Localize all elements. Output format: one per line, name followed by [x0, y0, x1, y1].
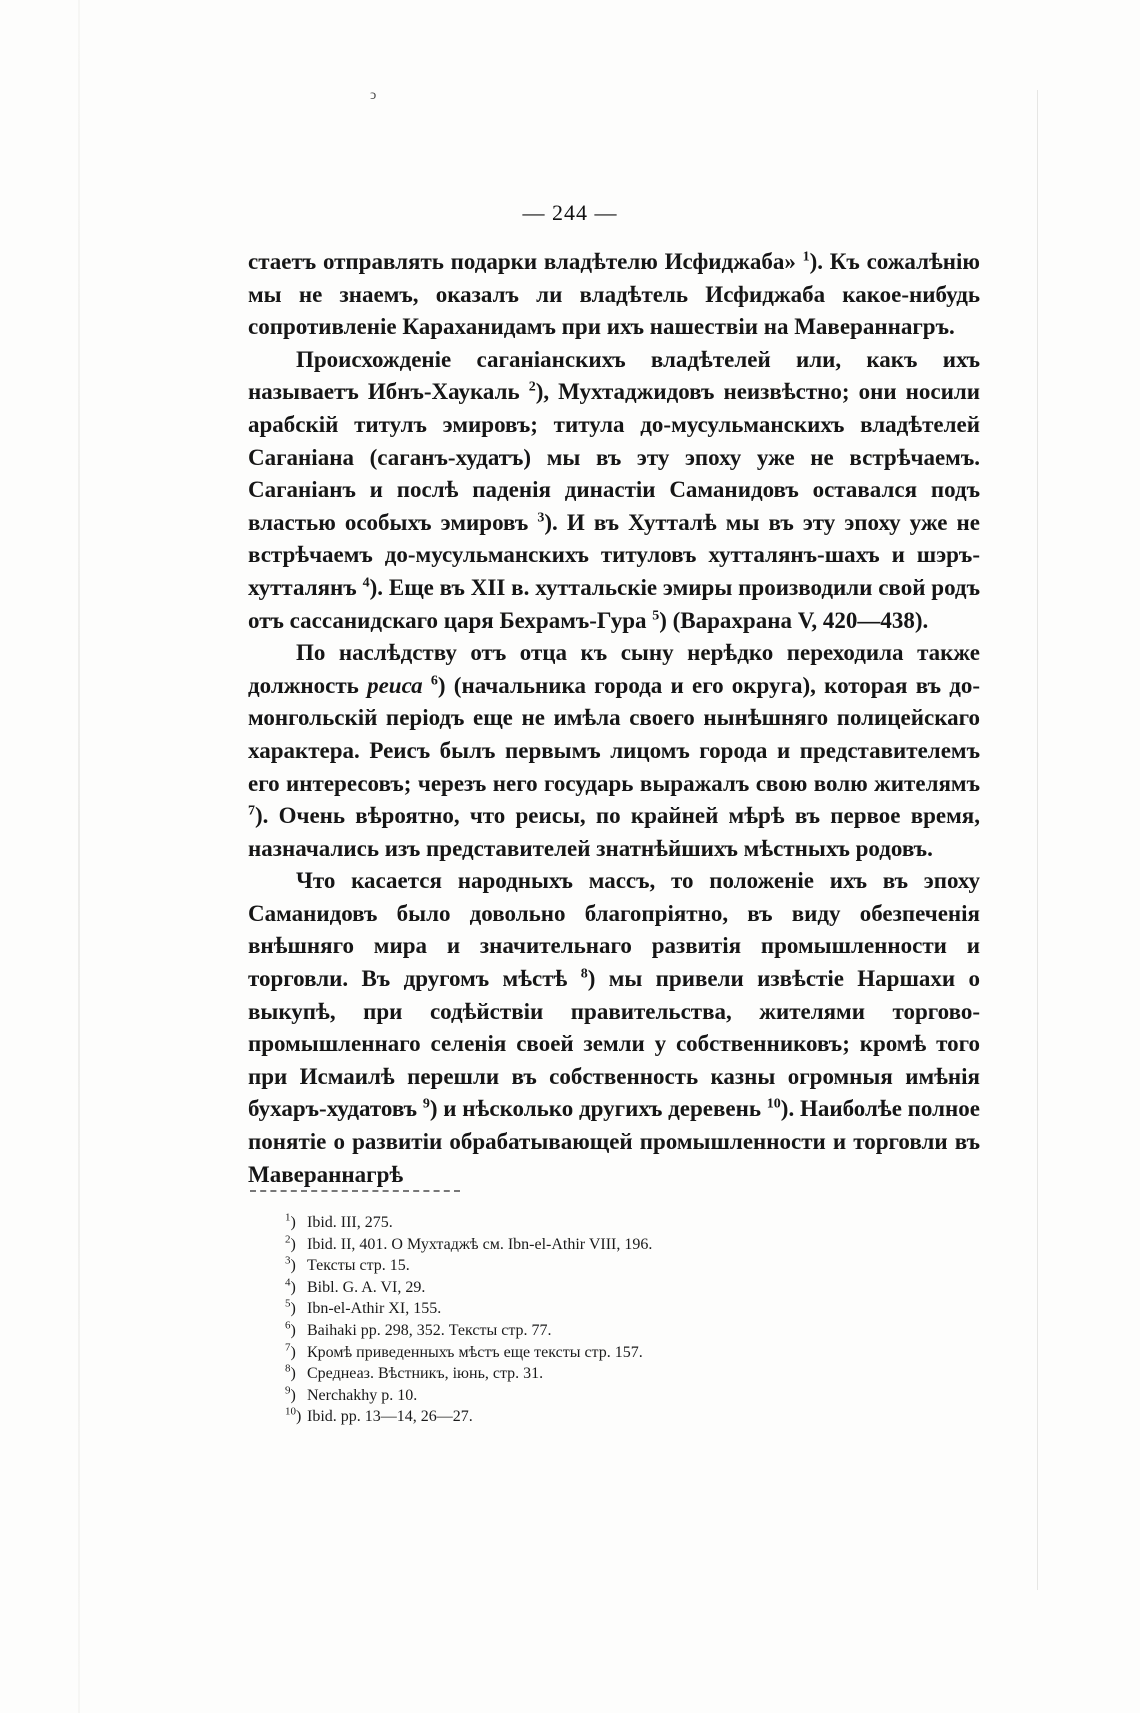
text-run: По наслѣдству отъ отца къ сыну нерѣдко переходила также должность — [248, 640, 980, 698]
scan-edge-right — [1037, 90, 1038, 1590]
text-run: ). Къ сожалѣнію мы не знаемъ, оказалъ ли владѣтель Исфиджаба какое-нибудь сопротивленіе Караханидамъ при ихъ нашествіи на Мавераннагръ. — [248, 249, 981, 340]
footnote-text: Nerchakhy p. 10. — [307, 1386, 418, 1404]
footnote-number: $^3$) — [285, 1254, 296, 1275]
footnote-ref: 2 — [528, 379, 536, 395]
text-run: Происхожденіе саганіанскихъ владѣтелей или, какъ ихъ называетъ Ибнъ-Хаукаль — [248, 346, 980, 405]
footnote-text: Baihaki pp. 298, 352. Тексты стр. 77. — [307, 1321, 552, 1339]
text-run: ) мы привели извѣстіе Наршахи о выкупѣ, при содѣйствіи правительства, жителями торгово-промышленнаго селенія своей земли у собственниковъ; кромѣ того при Исмаилѣ перешли въ собственность казны огромныя имѣнія бухаръ-худатовъ — [248, 966, 980, 1122]
text-run: Что касается народныхъ массъ, то положеніе ихъ въ эпоху Саманидовъ было довольно благопріятно, въ виду обезпеченія внѣшняго мира и значительнаго развитія промышленности и торговли. Въ другомъ мѣстѣ — [248, 868, 980, 992]
paragraph — [248, 246, 980, 344]
footnote-number: $^{10}$) — [285, 1406, 302, 1426]
text-run: ) (начальника города и его округа), которая въ до-монгольскій періодъ еще не имѣла своего нынѣшняго полицейскаго характера. Реисъ былъ первымъ лицомъ города и представителемъ его интересовъ; черезъ него государь выражалъ свою волю жителямъ — [248, 672, 980, 796]
paragraph — [248, 344, 980, 637]
footnote-number: $^4$) — [285, 1276, 296, 1296]
footnote-text: Ibid. III, 275. — [307, 1214, 393, 1231]
footnote-number: $^6$) — [285, 1319, 296, 1339]
stray-mark: ͻ — [370, 88, 377, 103]
page-number: — 244 — — [522, 200, 618, 225]
italic-term: реиса — [367, 672, 423, 698]
footnote-ref: 7 — [248, 803, 255, 819]
text-run: ) (Варахрана V, 420—438). — [659, 607, 929, 633]
footnote-number: $^8$) — [285, 1362, 296, 1383]
footnote — [285, 1385, 885, 1407]
footnote-ref: 10 — [766, 1096, 781, 1112]
footnotes — [285, 1212, 885, 1428]
footnote — [285, 1320, 885, 1342]
body-text — [248, 246, 980, 1191]
footnote-ref: 4 — [362, 575, 370, 591]
footnote-text: Ibid. pp. 13—14, 26—27. — [307, 1408, 473, 1426]
footnote — [285, 1277, 885, 1299]
footnote-ref: 5 — [652, 607, 660, 623]
footnote-text: Тексты стр. 15. — [307, 1257, 410, 1275]
footnote-ref: 3 — [537, 510, 545, 526]
footnote — [285, 1406, 885, 1428]
paragraph — [248, 637, 980, 865]
footnote-text: Ibid. II, 401. О Мухтаджѣ см. Ibn-el-Athir VIII, 196. — [307, 1235, 653, 1253]
text-run: ) и нѣсколько другихъ деревень — [429, 1096, 767, 1122]
text-run — [423, 673, 431, 698]
footnote-ref: 8 — [580, 966, 588, 982]
text-run: ). Наиболѣе полное понятіе о развитіи обрабатывающей промышленности и торговли въ Мавераннагрѣ — [248, 1096, 980, 1187]
footnote-number: $^5$) — [285, 1298, 296, 1318]
footnote-separator — [250, 1190, 460, 1192]
footnote-ref: 6 — [430, 673, 438, 689]
text-run: ), Мухтаджидовъ неизвѣстно; они носили арабскій титулъ эмировъ; титула до-мусульманскихъ владѣтелей Саганіана (саганъ-худатъ) мы въ эту эпоху уже не встрѣчаемъ. Саганіанъ и послѣ паденія династіи Саманидовъ оставался подъ властью особыхъ эмировъ — [248, 379, 980, 535]
footnote-number: $^1$) — [285, 1211, 296, 1231]
footnote-text: Среднеаз. Вѣстникъ, іюнь, стр. 31. — [307, 1365, 544, 1383]
footnote — [285, 1234, 885, 1256]
footnote-number: $^7$) — [285, 1341, 296, 1361]
footnote-number: $^2$) — [285, 1233, 296, 1253]
footnote-ref: 9 — [422, 1096, 430, 1112]
footnote-ref: 1 — [802, 249, 810, 265]
footnote-text: Ibn-el-Athir XI, 155. — [307, 1300, 442, 1318]
text-run: ). Еще въ XII в. хуттальскіе эмиры производили свой родъ отъ сассанидскаго царя Бехрамъ-Гура — [248, 574, 980, 633]
footnote — [285, 1363, 885, 1385]
footnote — [285, 1342, 885, 1364]
paragraph — [248, 865, 980, 1191]
footnote-number: $^9$) — [285, 1384, 296, 1404]
footnote-text: Bibl. G. A. VI, 29. — [307, 1278, 426, 1296]
scan-edge-left — [78, 0, 80, 1713]
footnote — [285, 1298, 885, 1320]
text-run: ). Очень вѣроятно, что реисы, по крайней мѣрѣ въ первое время, назначались изъ представителей знатнѣйшихъ мѣстныхъ родовъ. — [248, 803, 980, 861]
footnote — [285, 1255, 885, 1277]
text-run: стаетъ отправлять подарки владѣтелю Исфиджаба» — [248, 249, 803, 274]
footnote-text: Кромѣ приведенныхъ мѣстъ еще тексты стр. 157. — [307, 1343, 643, 1361]
footnote — [285, 1212, 885, 1234]
text-run: ). И въ Хутталѣ мы въ эту эпоху уже не встрѣчаемъ до-мусульманскихъ титуловъ хутталянъ-шахъ и шэръ-хутталянъ — [248, 509, 980, 600]
